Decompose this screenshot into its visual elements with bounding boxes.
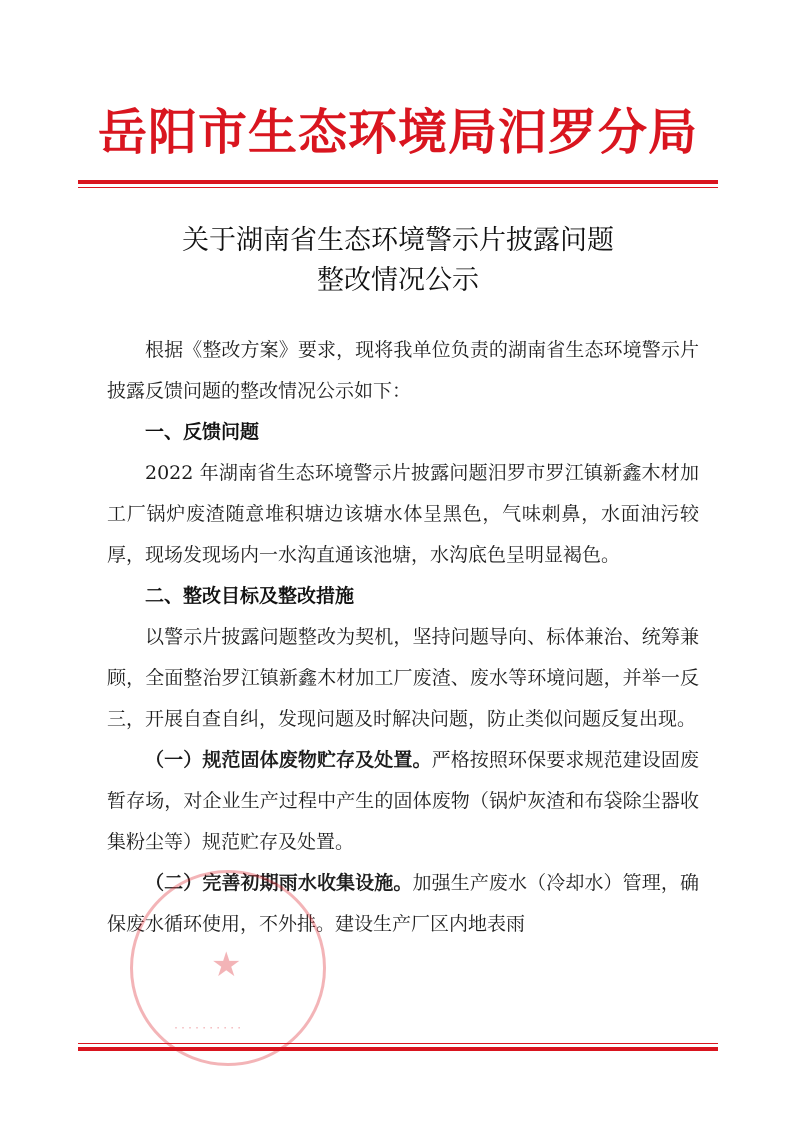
measure-1-text: 严格按照环保要求规范建设固废暂存场，对企业生产过程中产生的固体废物（锅炉灰渣和布袋除尘器收集粉尘等）规范贮存及处置。 — [107, 749, 699, 853]
measure-2-title: （二）完善初期雨水收集设施。 — [145, 872, 413, 894]
seal-star-icon: ★ — [211, 945, 242, 985]
footer-rule-thick — [78, 1047, 718, 1051]
document-title-line1: 关于湖南省生态环境警示片披露问题 — [182, 225, 614, 256]
masthead-rule-thick — [78, 180, 718, 184]
footer-rule-thin — [78, 1043, 718, 1044]
intro-paragraph: 根据《整改方案》要求，现将我单位负责的湖南省生态环境警示片披露反馈问题的整改情况公示如下： — [107, 339, 699, 402]
seal-code-mark: ·········· — [173, 1023, 244, 1034]
section1-heading: 一、反馈问题 — [145, 421, 260, 443]
measure-2-text: 加强生产废水（冷却水）管理，确保废水循环使用，不外排。建设生产厂区内地表雨 — [107, 872, 699, 935]
measure-1-title: （一）规范固体废物贮存及处置。 — [145, 749, 432, 771]
section1-paragraph: 2022 年湖南省生态环境警示片披露问题汨罗市罗江镇新鑫木材加工厂锅炉废渣随意堆积塘边该塘水体呈黑色，气味刺鼻，水面油污较厚，现场发现场内一水沟直通该池塘，水沟底色呈明显褐色。 — [107, 462, 699, 566]
official-seal — [130, 870, 326, 1066]
document-title-line2: 整改情况公示 — [317, 265, 479, 296]
document-body — [107, 330, 699, 945]
section2-paragraph: 以警示片披露问题整改为契机，坚持问题导向、标体兼治、统筹兼顾，全面整治罗江镇新鑫木材加工厂废渣、废水等环境问题，并举一反三，开展自查自纠，发现问题及时解决问题，防止类似问题反复出现。 — [107, 626, 699, 730]
measure-1-paragraph — [107, 740, 699, 863]
masthead-rule-thin — [78, 187, 718, 188]
masthead-org-name: 岳阳市生态环境局汨罗分局 — [97, 103, 698, 161]
section2-heading: 二、整改目标及整改措施 — [145, 585, 355, 607]
